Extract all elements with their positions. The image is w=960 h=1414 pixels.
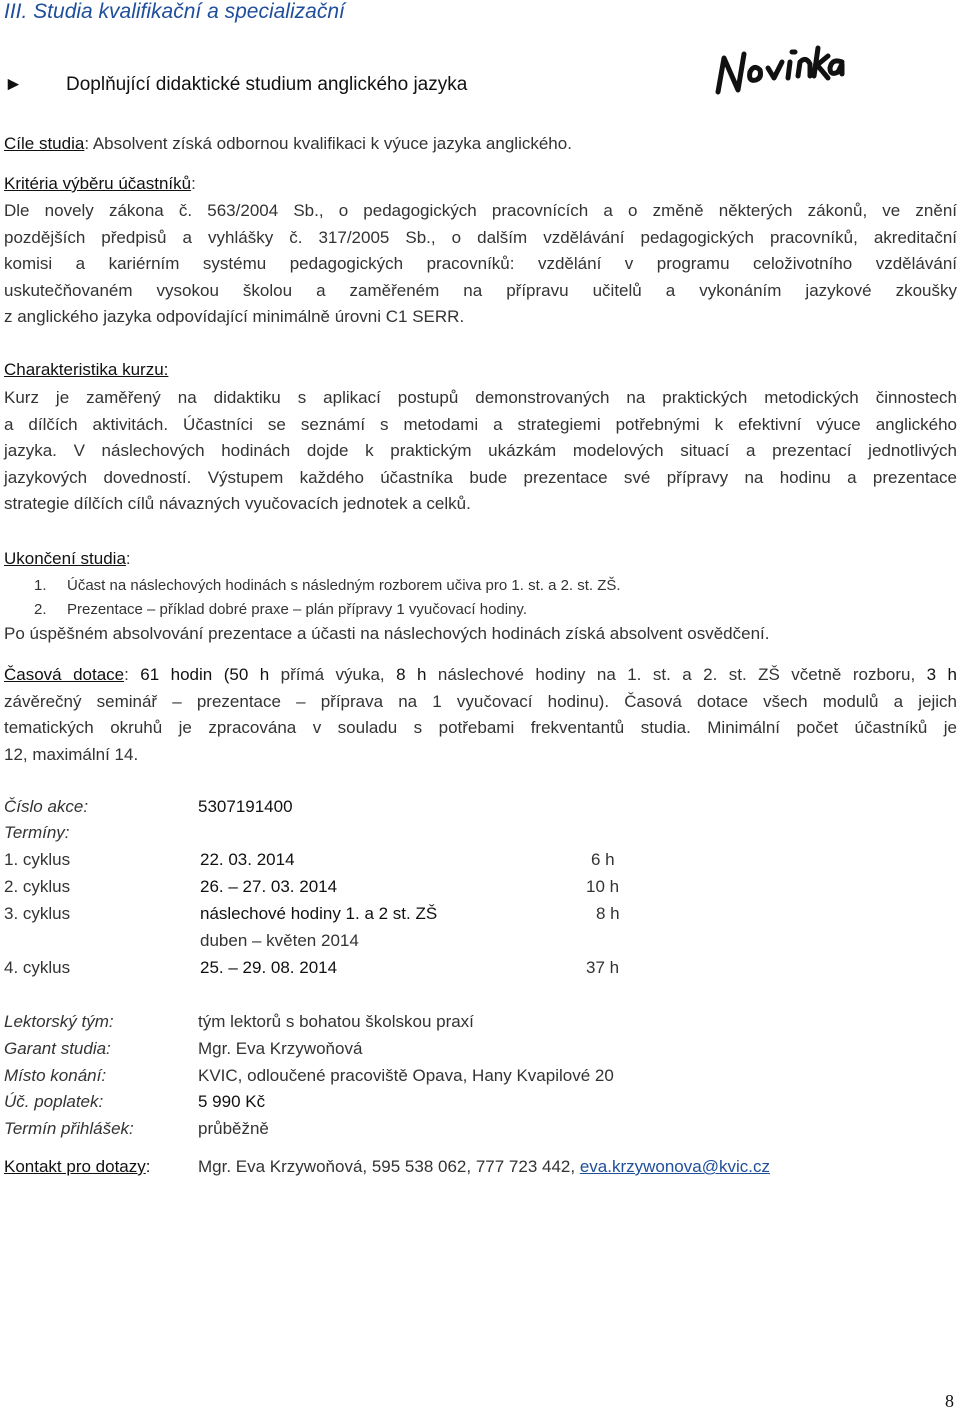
time-sep: : <box>124 665 141 684</box>
completion-item-num: 2. <box>34 601 47 618</box>
time-line: tematických okruhů je zpracována v souladu s potřebami frekventantů studia. Minimální počet účastníků je <box>4 718 957 738</box>
characteristics-label <box>4 360 168 380</box>
info-value: 5 990 Kč <box>198 1092 266 1111</box>
cycle-date: 25. – 29. 08. 2014 <box>200 958 338 977</box>
page-number: 8 <box>945 1391 954 1411</box>
time-line: závěrečný seminář – prezentace – příprava na 1 vyučovací hodinu). Časová dotace všech modulů a jejich <box>4 691 957 711</box>
time-direct-text: přímá výuka, <box>269 665 397 684</box>
section-heading: III. Studia kvalifikační a specializační <box>4 0 345 23</box>
action-label: Číslo akce: <box>4 797 89 816</box>
completion-item-num: 1. <box>34 577 47 594</box>
contact-sep: : <box>145 1157 151 1176</box>
info-value: KVIC, odloučené pracoviště Opava, Hany Kvapilové 20 <box>198 1066 614 1085</box>
goals-row <box>4 134 572 154</box>
cycle-date-secondary: duben – květen 2014 <box>200 931 359 950</box>
info-value: průběžně <box>198 1119 269 1138</box>
cycle-label: 4. cyklus <box>4 958 71 977</box>
characteristics-text <box>4 385 957 518</box>
criteria-line: uskutečňovaném vysokou školou a zaměřeném na přípravu učitelů a vykonáním jazykové zkoušky <box>4 280 957 300</box>
completion-result: Po úspěšném absolvování prezentace a účasti na náslechových hodinách získá absolvent osvědčení. <box>4 624 770 643</box>
info-label: Místo konání: <box>4 1066 107 1085</box>
info-label: Garant studia: <box>4 1039 111 1058</box>
action-number: 5307191400 <box>198 797 293 816</box>
criteria-line: komisi a kariérním systému pedagogických pracovníků: vzdělání v programu celoživotního vzdělávání <box>4 254 957 274</box>
criteria-line: z anglického jazyka odpovídající minimálně úrovni C1 SERR. <box>4 307 465 327</box>
contact-text: Mgr. Eva Krzywoňová, 595 538 062, 777 723 442, <box>198 1157 580 1176</box>
time-direct-hours: 50 h <box>229 665 270 684</box>
time-label: Časová dotace <box>4 665 125 684</box>
info-value: Mgr. Eva Krzywoňová <box>198 1039 363 1058</box>
completion-item-text: Prezentace – příklad dobré praxe – plán přípravy 1 vyučovací hodiny. <box>67 601 527 618</box>
goals-sep: : <box>84 134 90 153</box>
criteria-line: Dle novely zákona č. 563/2004 Sb., o pedagogických pracovnících a o změně některých zákonů, ve znění <box>4 201 957 220</box>
contact-label-row <box>4 1157 151 1177</box>
course-title: Doplňující didaktické studium anglického jazyka <box>66 74 468 95</box>
contact-email-link[interactable]: eva.krzywonova@kvic.cz <box>579 1157 770 1176</box>
info-value: tým lektorů s bohatou školskou praxí <box>198 1012 474 1031</box>
completion-label: Ukončení studia <box>4 549 126 568</box>
criteria-sep: : <box>191 174 196 193</box>
cycle-hours: 37 h <box>586 958 620 977</box>
cycle-hours: 6 h <box>591 850 615 869</box>
cycle-hours: 8 h <box>596 904 620 923</box>
contact-label: Kontakt pro dotazy <box>4 1157 146 1176</box>
time-line: 12, maximální 14. <box>4 744 139 764</box>
characteristics-line: jazykových dovedností. Výstupem každého účastníka bude prezentace své přípravy na hodinu a prezentace <box>4 467 957 487</box>
cycle-date: náslechové hodiny 1. a 2 st. ZŠ <box>200 904 438 923</box>
criteria-text <box>4 198 957 331</box>
goals-label: Cíle studia <box>4 134 85 153</box>
course-title-row <box>4 74 467 96</box>
characteristics-label-text: Charakteristika kurzu: <box>4 360 169 379</box>
right-pointer-icon: ► <box>4 74 23 95</box>
goals-text: Absolvent získá odbornou kvalifikaci k výuce jazyka anglického. <box>89 134 572 153</box>
time-allocation <box>4 662 957 768</box>
time-sem-hours: 3 h <box>926 665 957 684</box>
completion-label-row <box>4 549 131 569</box>
time-total: 61 hodin <box>140 665 213 684</box>
characteristics-line: jazyka. V náslechových hodinách dojde k praktickým ukázkám modelových situací a prezentací jednotlivých <box>4 441 957 461</box>
time-line-1 <box>4 662 957 689</box>
time-obs-hours: 8 h <box>396 665 427 684</box>
cycle-label: 2. cyklus <box>4 877 71 896</box>
characteristics-line: a dílčích aktivitách. Účastníci se seznámí s metodami a strategiemi potřebnými k efektivní výuce anglického <box>4 414 957 434</box>
characteristics-line: Kurz je zaměřený na didaktiku s aplikací postupů demonstrovaných na praktických metodických činnostech <box>4 388 957 407</box>
info-label: Termín přihlášek: <box>4 1119 134 1138</box>
time-paren: ( <box>212 665 230 684</box>
contact-value <box>198 1157 770 1177</box>
cycle-label: 1. cyklus <box>4 850 71 869</box>
info-label: Úč. poplatek: <box>4 1092 104 1111</box>
time-obs-text: náslechové hodiny na 1. st. a 2. st. ZŠ včetně rozboru, <box>426 665 927 684</box>
criteria-label-row <box>4 174 196 194</box>
cycle-date: 22. 03. 2014 <box>200 850 295 869</box>
cycle-label: 3. cyklus <box>4 904 71 923</box>
criteria-label: Kritéria výběru účastníků <box>4 174 192 193</box>
criteria-line: pozdějších předpisů a vyhlášky č. 317/2005 Sb., o dalším vzdělávání pedagogických pracovníků, akreditační <box>4 227 957 247</box>
info-label: Lektorský tým: <box>4 1012 114 1031</box>
completion-sep: : <box>125 549 131 568</box>
novinka-logo <box>712 40 847 103</box>
cycle-hours: 10 h <box>586 877 620 896</box>
completion-item-text: Účast na náslechových hodinách s následným rozborem učiva pro 1. st. a 2. st. ZŠ. <box>67 577 621 594</box>
characteristics-line: strategie dílčích cílů návazných vyučovacích jednotek a celků. <box>4 494 471 514</box>
terms-label: Termíny: <box>4 823 70 842</box>
cycle-date: 26. – 27. 03. 2014 <box>200 877 338 896</box>
